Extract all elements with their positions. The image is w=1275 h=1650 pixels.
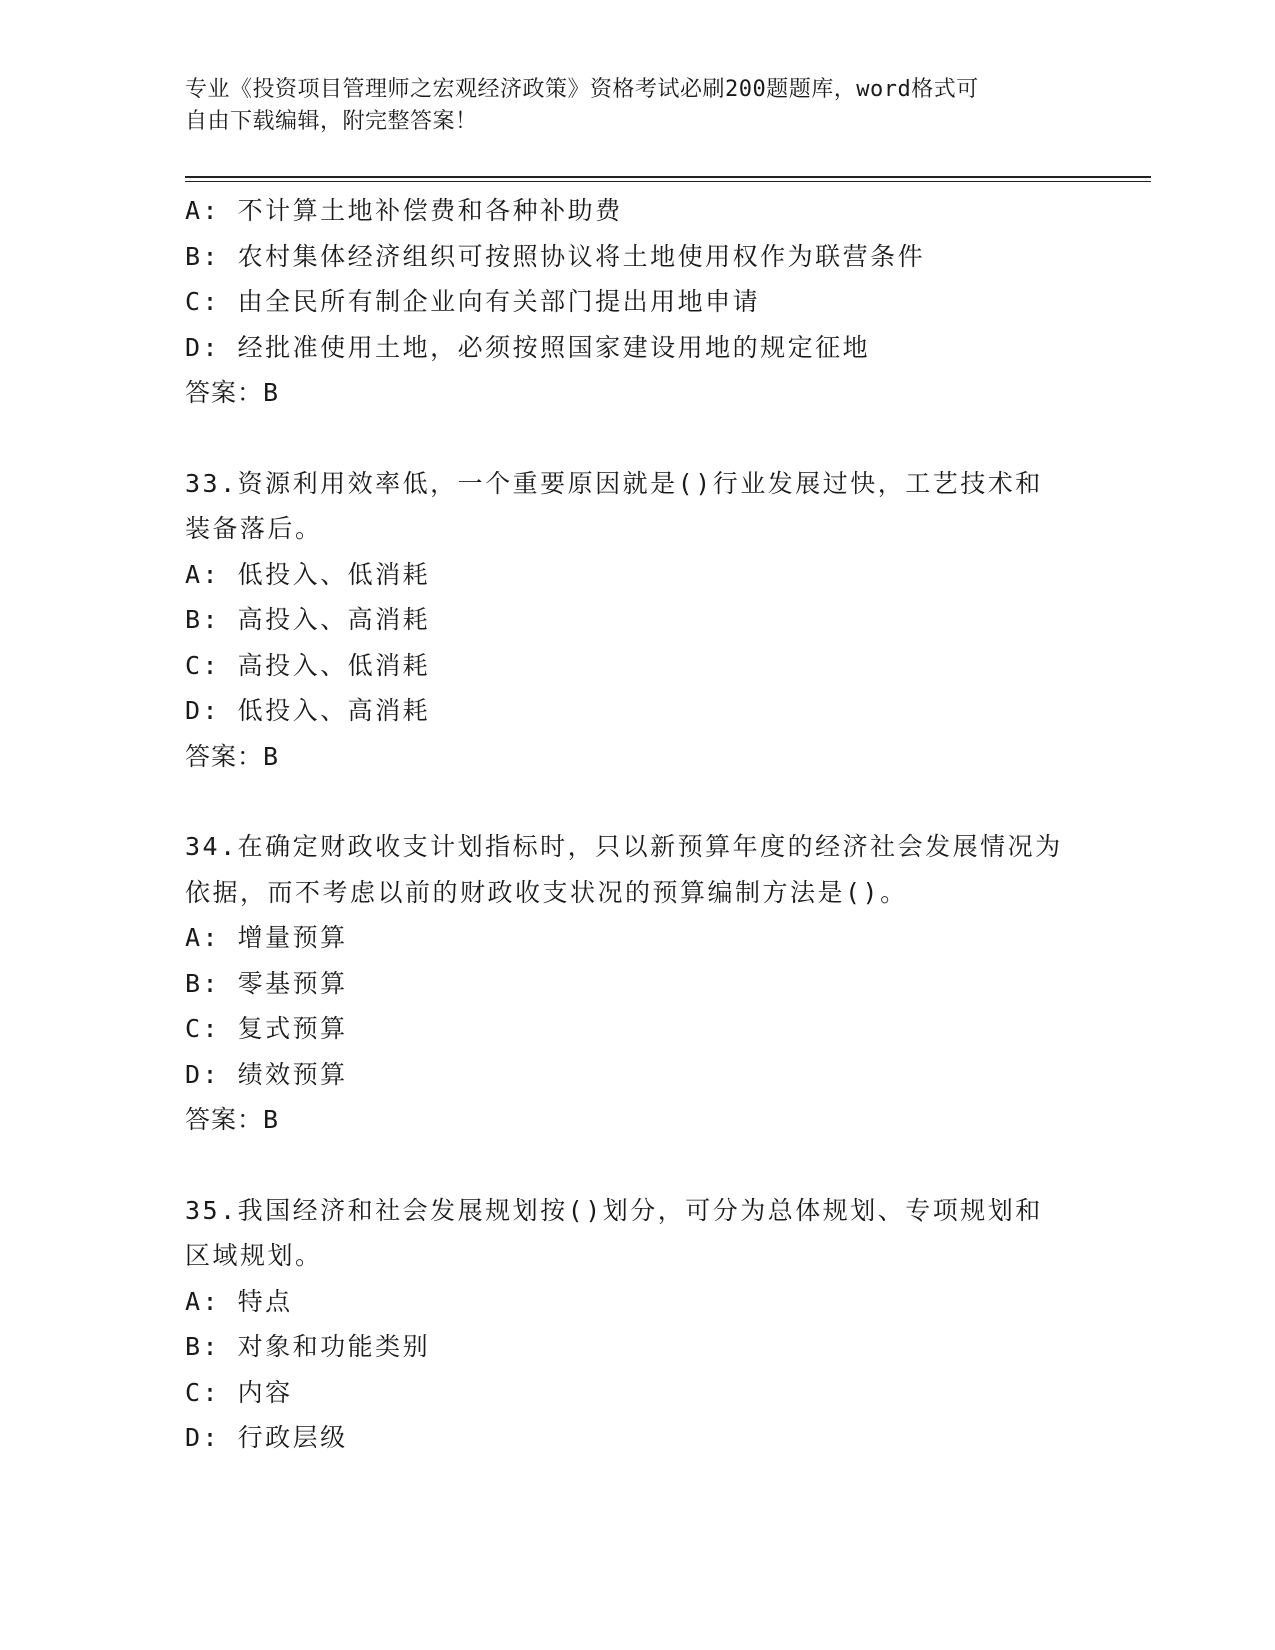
- header-title-line-2: 自由下载编辑，附完整答案！: [185, 109, 478, 134]
- header-divider: [185, 176, 1151, 178]
- question-32: [185, 188, 1085, 416]
- option-c: C: 复式预算: [185, 1014, 348, 1043]
- option-c: C: 由全民所有制企业向有关部门提出用地申请: [185, 287, 761, 316]
- option-b: B: 对象和功能类别: [185, 1332, 431, 1361]
- option-b: B: 高投入、高消耗: [185, 605, 431, 634]
- answer-line: 答案：B: [185, 378, 280, 407]
- option-d: D: 行政层级: [185, 1423, 348, 1452]
- answer-line: 答案：B: [185, 1105, 280, 1134]
- option-d: D: 经批准使用土地，必须按照国家建设用地的规定征地: [185, 332, 871, 362]
- header-title-line-1: 专业《投资项目管理师之宏观经济政策》资格考试必刷200题题库，word格式可: [185, 77, 979, 102]
- option-b: B: 农村集体经济组织可按照协议将土地使用权作为联营条件: [185, 241, 926, 271]
- question-list: [185, 188, 1085, 1461]
- option-d: D: 低投入、高消耗: [185, 696, 431, 725]
- document-header: [185, 74, 1085, 138]
- option-b: B: 零基预算: [185, 968, 348, 998]
- answer-line: 答案：B: [185, 741, 280, 771]
- question-stem: 33.资源利用效率低，一个重要原因就是()行业发展过快，工艺技术和装备落后。: [185, 468, 1043, 543]
- option-d: D: 绩效预算: [185, 1059, 348, 1089]
- option-c: C: 高投入、低消耗: [185, 650, 431, 680]
- header-divider-thin: [185, 181, 1151, 182]
- option-a: A: 增量预算: [185, 923, 348, 952]
- option-a: A: 特点: [185, 1286, 293, 1316]
- option-a: A: 不计算土地补偿费和各种补助费: [185, 196, 623, 225]
- option-a: A: 低投入、低消耗: [185, 559, 431, 589]
- option-c: C: 内容: [185, 1377, 293, 1407]
- question-35: [185, 1188, 1085, 1461]
- question-stem: 35.我国经济和社会发展规划按()划分，可分为总体规划、专项规划和区域规划。: [185, 1195, 1043, 1270]
- question-34: [185, 824, 1085, 1143]
- question-33: [185, 461, 1085, 780]
- question-stem: 34.在确定财政收支计划指标时，只以新预算年度的经济社会发展情况为依据，而不考虑以前的财政收支状况的预算编制方法是()。: [185, 832, 1063, 907]
